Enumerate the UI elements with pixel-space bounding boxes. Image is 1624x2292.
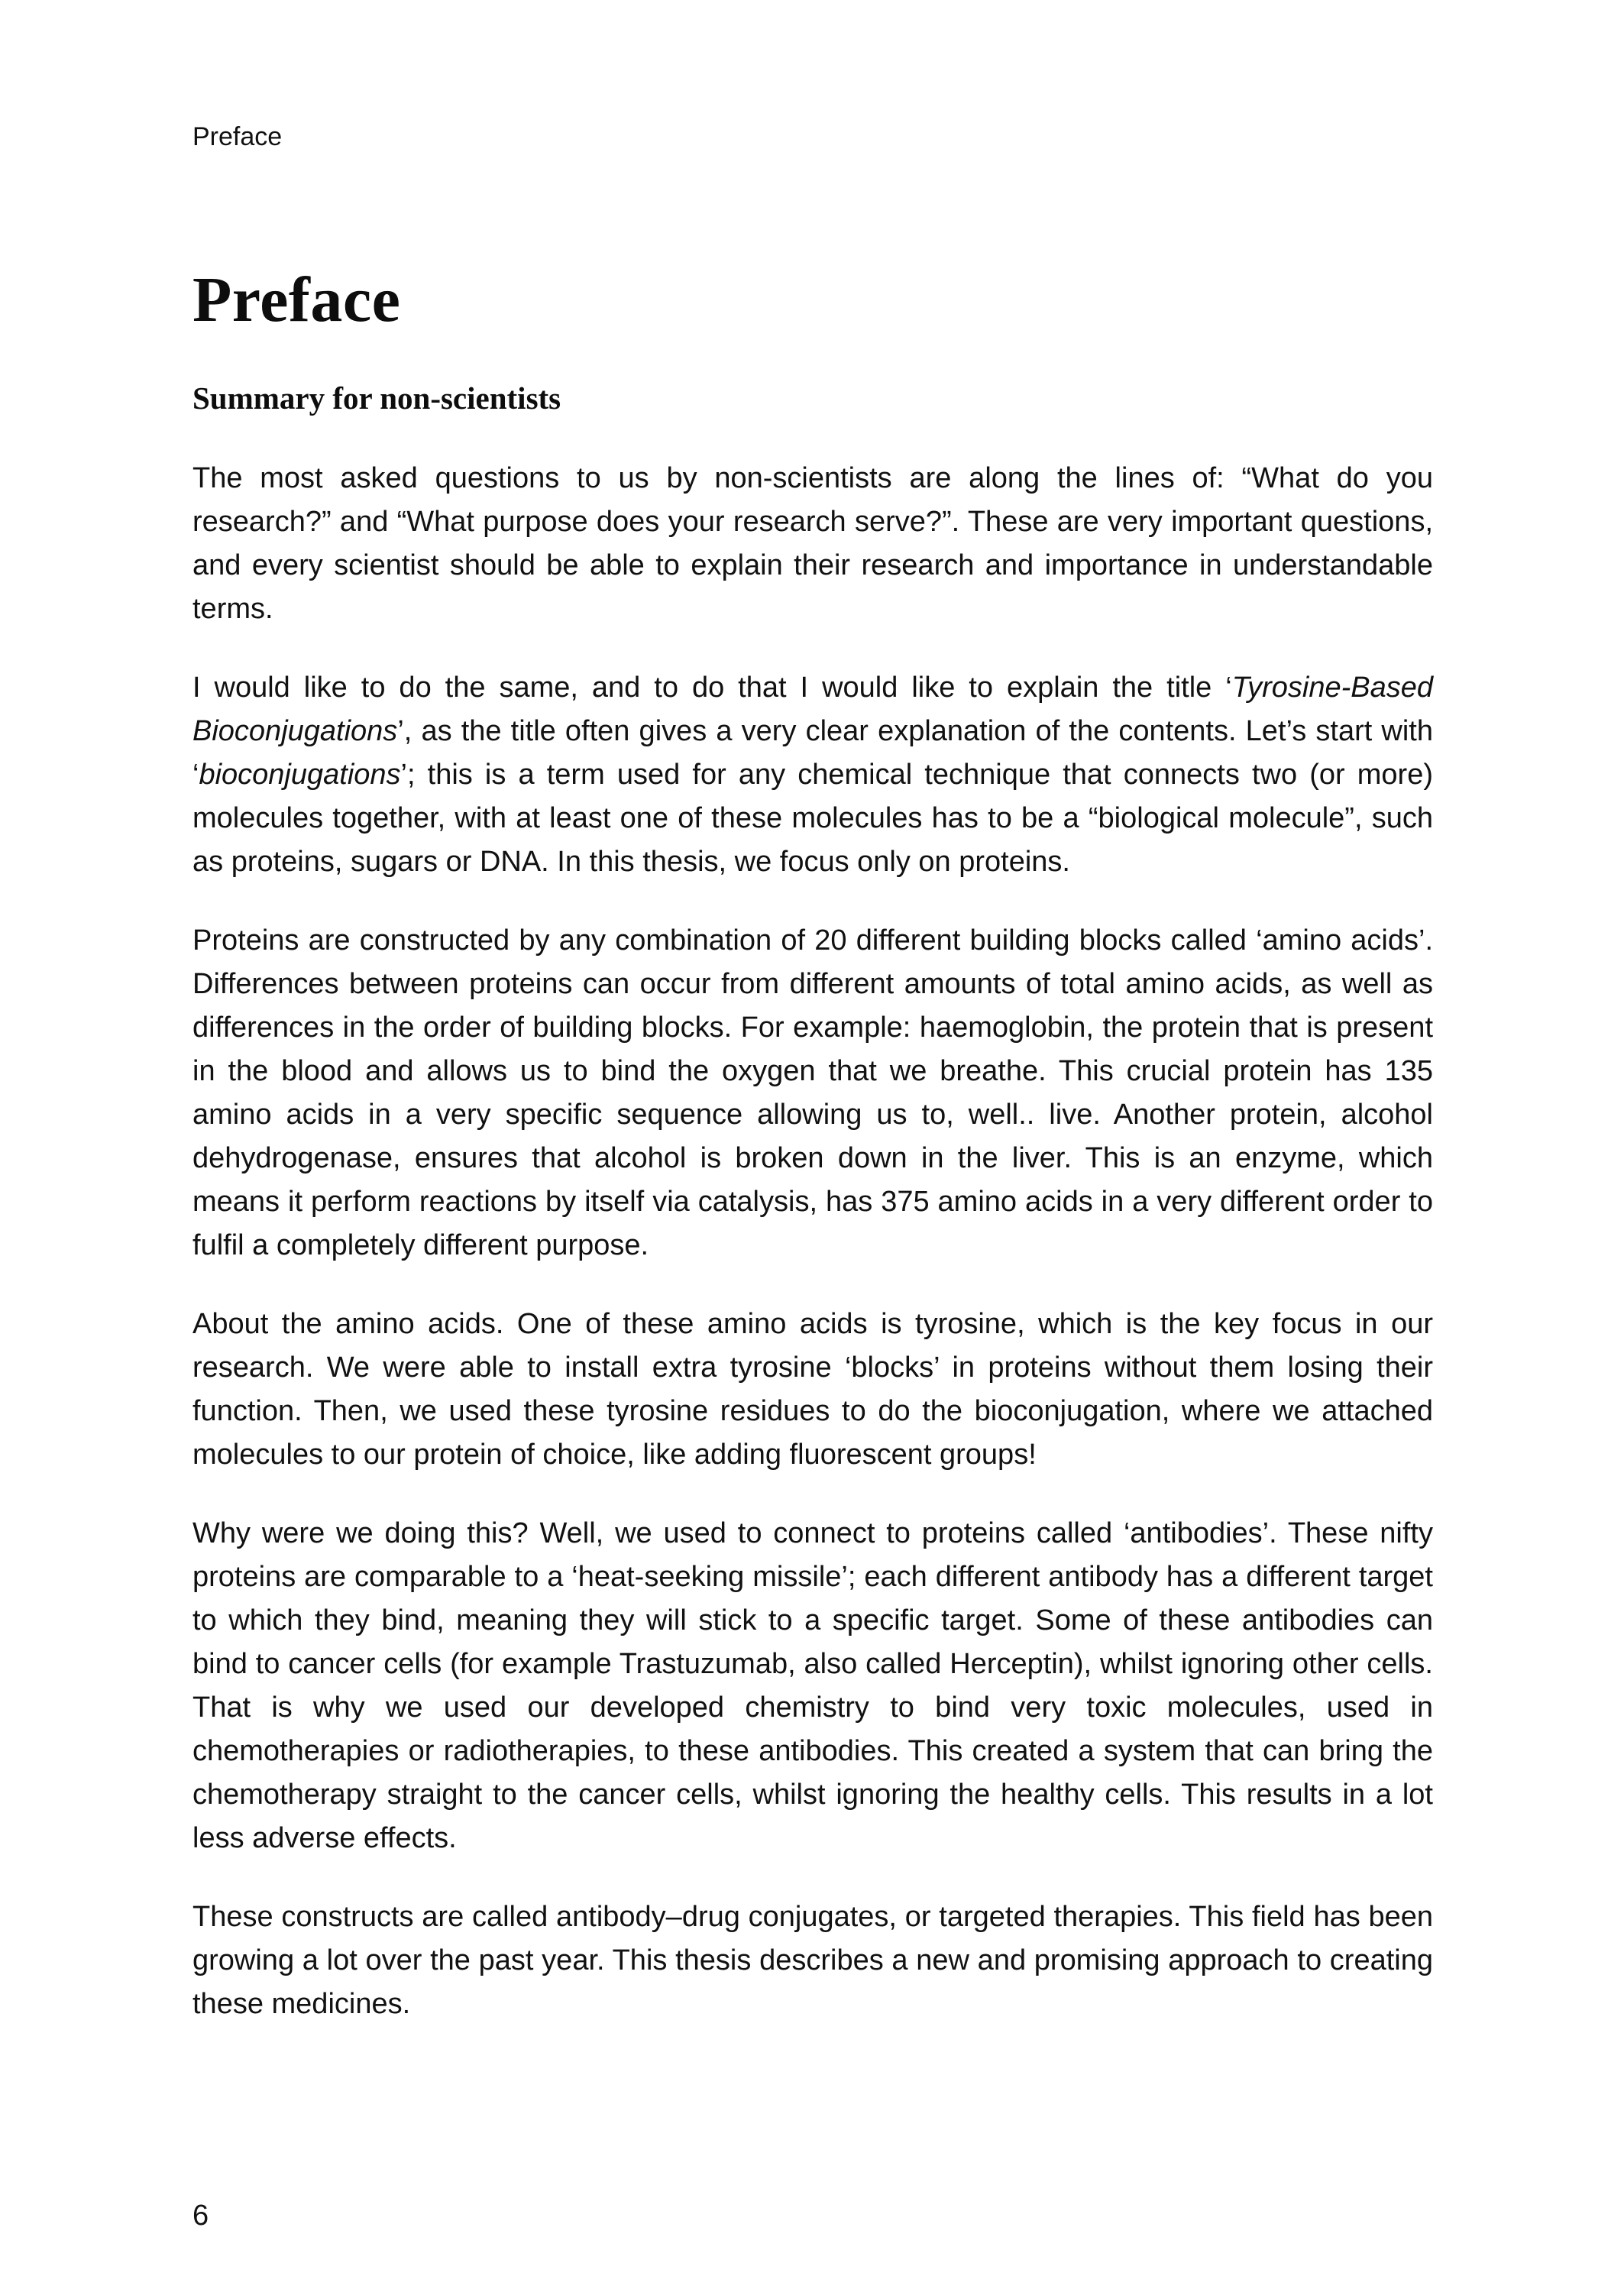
text-segment: Why were we doing this? Well, we used to connect to proteins called ‘antibodies’. These nifty proteins are comparable to a ‘heat-seeking missile’; each different antibody has a different target to which they bind, meaning they will stick to a specific target. Some of these antibodies can bind to cancer cells (for example Trastuzumab, also called Herceptin), whilst ignoring other cells. That is why we used our developed chemistry to bind very toxic molecules, used in chemotherapies or radiotherapies, to these antibodies. This created a system that can bring the chemotherapy straight to the cancer cells, whilst ignoring the healthy cells. This results in a lot less adverse effects. xyxy=(192,1517,1433,1854)
italic-text-segment: Tyrosine-Based Bioconjugations xyxy=(192,671,1433,747)
page-body xyxy=(192,264,1433,2026)
page-number: 6 xyxy=(192,2200,209,2232)
running-header xyxy=(192,121,1433,154)
paragraph-5 xyxy=(192,1512,1433,1860)
text-segment: About the amino acids. One of these amino acids is tyrosine, which is the key focus in our research. We were able to install extra tyrosine ‘blocks’ in proteins without them losing their function. Then, we used these tyrosine residues to do the bioconjugation, where we attached molecules to our protein of choice, like adding fluorescent groups! xyxy=(192,1307,1433,1471)
paragraph-2 xyxy=(192,666,1433,884)
paragraph-6 xyxy=(192,1895,1433,2026)
italic-text-segment: bioconjugations xyxy=(199,758,401,791)
section-subheading: Summary for non-scientists xyxy=(192,380,561,416)
text-segment: I would like to do the same, and to do that I would like to explain the title ‘ xyxy=(192,671,1232,704)
text-segment: These constructs are called antibody–drug conjugates, or targeted therapies. This field has been growing a lot over the past year. This thesis describes a new and promising approach to creating these medicines. xyxy=(192,1900,1433,2020)
text-segment: The most asked questions to us by non-scientists are along the lines of: “What do you research?” and “What purpose does your research serve?”. These are very important questions, and every scientist should be able to explain their research and importance in understandable terms. xyxy=(192,461,1433,625)
paragraph-1 xyxy=(192,457,1433,631)
text-segment: Proteins are constructed by any combination of 20 different building blocks called ‘amino acids’. Differences between proteins can occur from different amounts of total amino acids, as well as differences in the order of building blocks. For example: haemoglobin, the protein that is present in the blood and allows us to bind the oxygen that we breathe. This crucial protein has 135 amino acids in a very specific sequence allowing us to, well.. live. Another protein, alcohol dehydrogenase, ensures that alcohol is broken down in the liver. This is an enzyme, which means it perform reactions by itself via catalysis, has 375 amino acids in a very different order to fulfil a completely different purpose. xyxy=(192,924,1433,1261)
page-title: Preface xyxy=(192,264,401,335)
paragraph-3 xyxy=(192,919,1433,1267)
text-segment: ’, as the title often gives a very clear explanation of the contents. Let’s start with ‘ xyxy=(192,714,1433,791)
paragraph-4 xyxy=(192,1303,1433,1477)
running-header-text: Preface xyxy=(192,122,283,151)
text-segment: ’; this is a term used for any chemical technique that connects two (or more) molecules together, with at least one of these molecules has to be a “biological molecule”, such as proteins, sugars or DNA. In this thesis, we focus only on proteins. xyxy=(192,758,1433,878)
